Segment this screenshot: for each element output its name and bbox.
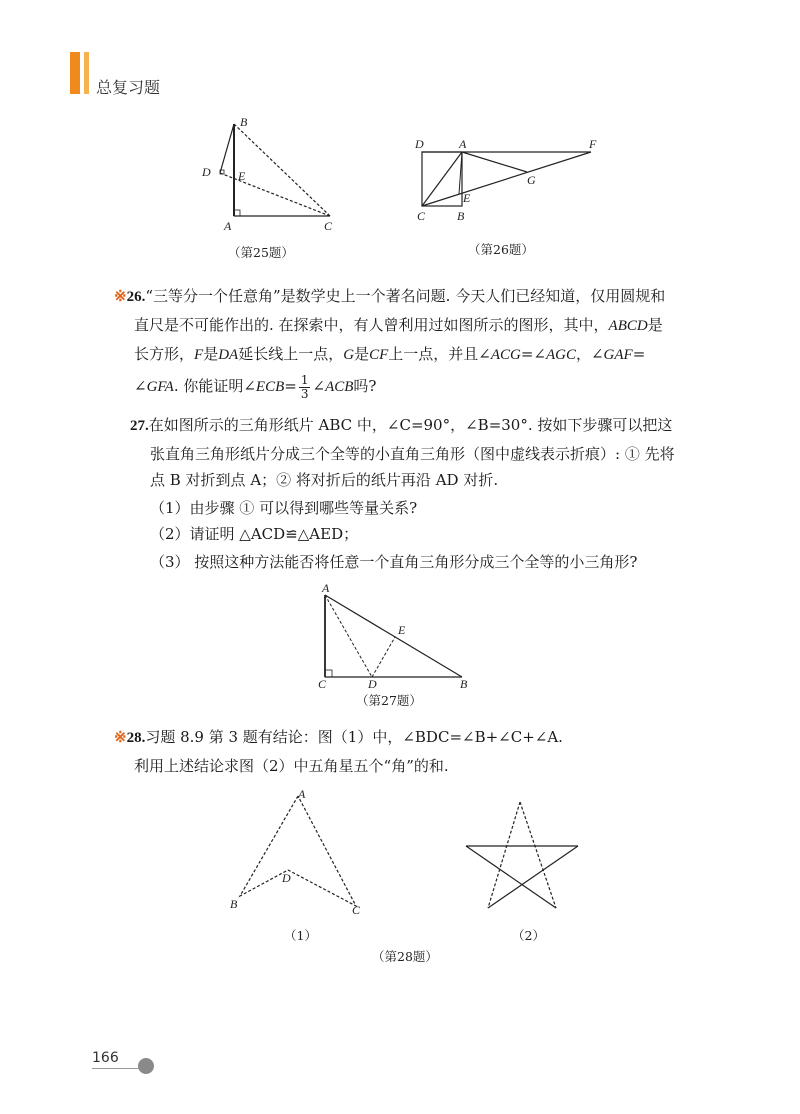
label-A: A [322,582,330,595]
fold-DE [372,637,395,677]
q27-number: 27. [130,418,149,434]
star-edge-3 [466,846,556,908]
star-edge-4 [488,846,578,908]
optional-mark: ※ [114,287,127,305]
q28-line2: 利用上述结论求图（2）中五角星五个“角”的和. [134,757,449,775]
label-E: E [398,623,406,637]
page-number: 166 [92,1050,119,1066]
q27-sub3: （3） 按照这种方法能否将任意一个直角三角形分成三个全等的小三角形? [150,553,638,571]
fraction-one-third: $\frac{1}{3}$ [300,372,309,401]
figure-25 [190,112,350,237]
page-number-dot [138,1058,154,1074]
label-B: B [240,115,248,129]
segment-CF [422,152,591,206]
q26-line2: 直尺是不可能作出的. 在探索中，有人曾利用过如图所示的图形，其中，ABCD是 [134,316,663,334]
segment-AG [462,152,527,172]
label-C: C [352,903,361,917]
q27-line2: 张直角三角形纸片分成三个全等的小直角三角形（图中虚线表示折痕）: ① 先将 [150,445,675,463]
page-number-rule [92,1068,144,1069]
segment-BC [234,124,330,216]
label-D: D [415,137,424,151]
label-C: C [318,677,327,691]
header-accent-bar-light [84,52,89,94]
label-F: F [589,137,597,151]
star-edge-1 [488,802,520,908]
q26-line4: ∠GFA. 你能证明∠ECB= $\frac{1}{3}$ ∠ACB吗? [134,372,377,401]
q26-number: 26. [126,289,146,305]
q26-line1: ※26.“三等分一个任意角”是数学史上一个著名问题. 今天人们已经知道，仅用圆规和 [114,287,666,305]
caption-fig28-1: （1） [284,928,317,943]
segment-DC [220,173,330,216]
star-edge-2 [520,802,556,908]
label-B: B [457,209,465,223]
q27-line1: 27.在如图所示的三角形纸片 ABC 中，∠C=90°，∠B=30°. 按如下步骤可以把这 [130,416,673,434]
q28-number: 28. [126,730,146,746]
dart-shape [240,796,356,906]
label-E: E [238,169,246,183]
q27-sub2: （2）请证明 △ACD≌△AED； [150,525,359,543]
label-C: C [324,219,333,233]
label-G: G [527,173,536,187]
figure-27 [312,582,482,692]
segment-AC [422,152,462,206]
figure-28-1 [220,786,380,921]
q27-line3: 点 B 对折到点 A；② 将对折后的纸片再沿 AD 对折. [150,471,499,489]
optional-mark: ※ [114,728,127,746]
q26-line3: 长方形，F是DA延长线上一点，G是CF上一点，并且∠ACG=∠AGC，∠GAF= [134,345,646,363]
q27-sub1: （1）由步骤 ① 可以得到哪些等量关系? [150,499,418,517]
segment-BD [220,124,234,173]
label-D: D [368,677,377,691]
fold-AD [325,595,372,677]
figure-26 [405,134,605,224]
caption-fig27: （第27题） [356,693,422,708]
caption-fig26: （第26题） [468,242,534,257]
right-angle-mark [325,670,332,677]
label-D: D [282,871,291,885]
label-A: A [298,787,306,801]
caption-fig28: （第28题） [372,949,438,964]
segment-AB [325,595,462,677]
label-B: B [460,677,468,691]
label-B: B [230,897,238,911]
caption-fig25: （第25题） [228,245,294,260]
label-E: E [463,191,471,205]
header-accent-bar [70,52,80,94]
label-D: D [202,165,211,179]
section-title: 总复习题 [96,78,161,97]
q28-line1: ※28.习题 8.9 第 3 题有结论：图（1）中，∠BDC=∠B+∠C+∠A. [114,728,563,746]
label-A: A [459,137,467,151]
figure-28-2 [458,796,588,916]
caption-fig28-2: （2） [512,928,545,943]
label-C: C [417,209,426,223]
label-A: A [224,219,232,233]
